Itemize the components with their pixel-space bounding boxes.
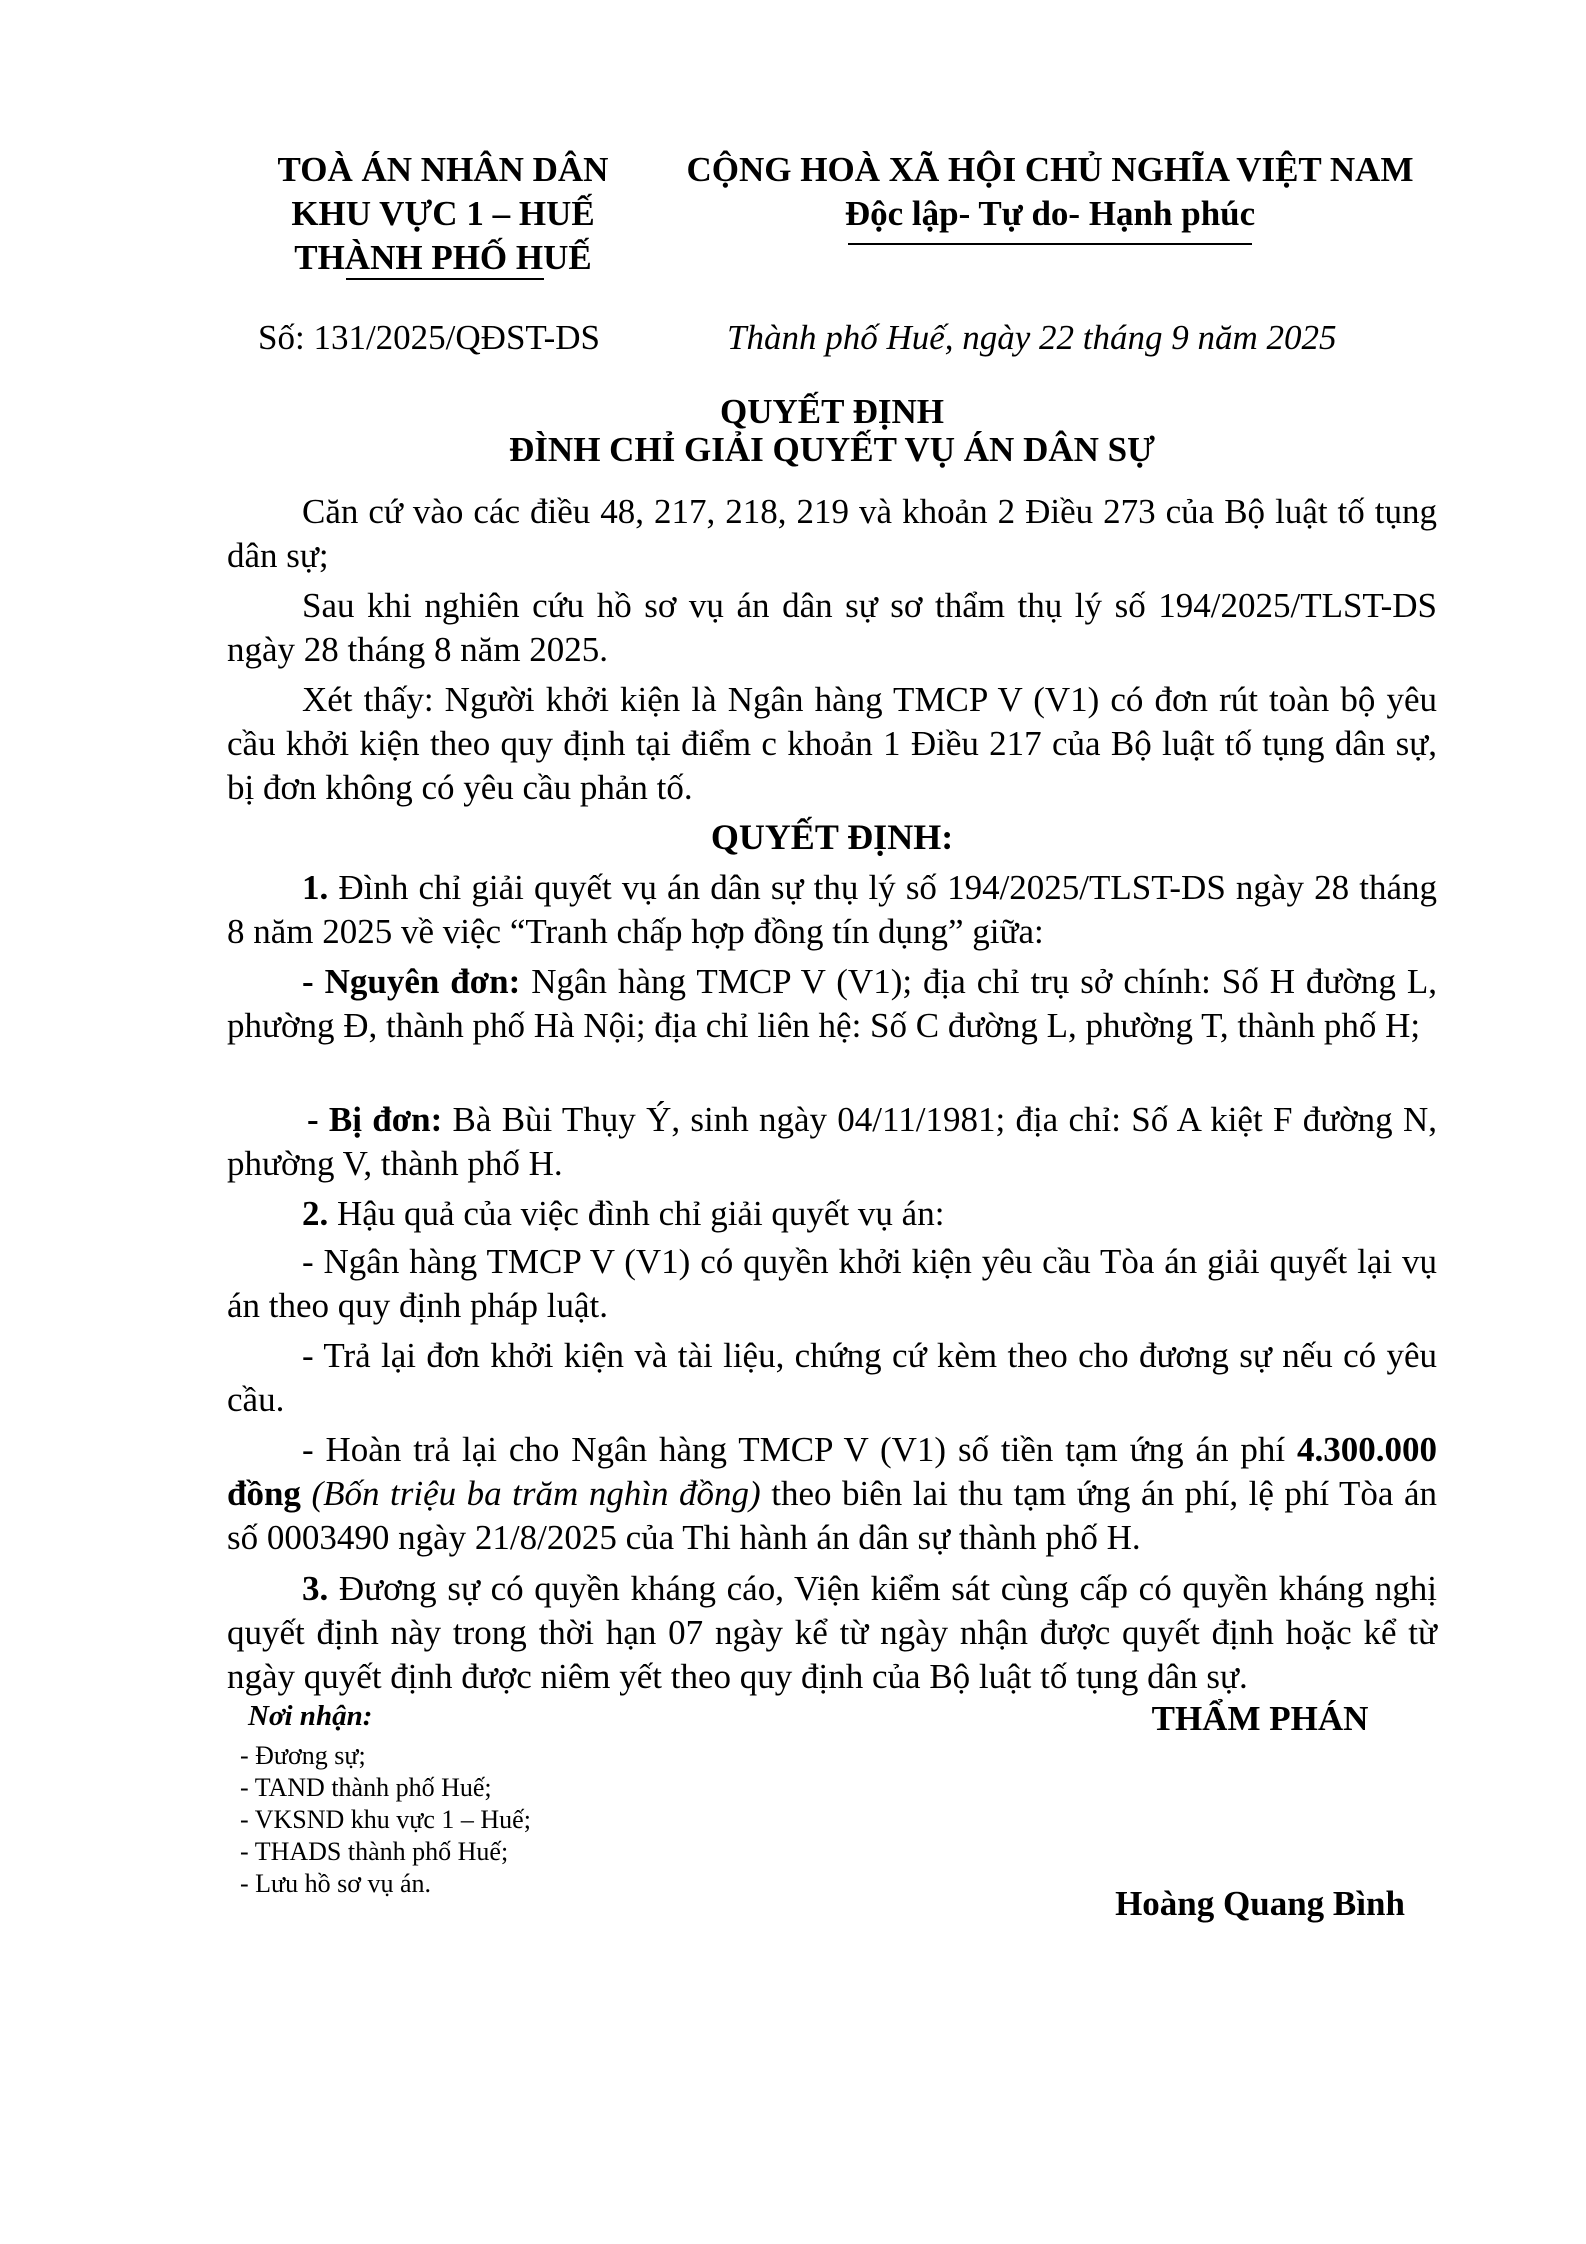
plaintiff-label: - Nguyên đơn: bbox=[302, 962, 521, 1001]
recipient-item: - THADS thành phố Huế; bbox=[240, 1837, 509, 1866]
consequence-1: - Ngân hàng TMCP V (V1) có quyền khởi kiện yêu cầu Tòa án giải quyết lại vụ án theo quy định pháp luật. bbox=[227, 1242, 1437, 1325]
document-number: Số: 131/2025/QĐST-DS bbox=[258, 318, 600, 357]
recipients-heading: Nơi nhận: bbox=[248, 1700, 373, 1732]
refund-amount-words: (Bốn triệu ba trăm nghìn đồng) bbox=[300, 1474, 761, 1513]
refund-text-start: - Hoàn trả lại cho Ngân hàng TMCP V (V1) số tiền tạm ứng án phí bbox=[302, 1430, 1297, 1469]
plaintiff-details: Ngân hàng TMCP V (V1); địa chỉ trụ sở chính: Số H đường L, phường Đ, thành phố Hà Nội; địa chỉ liên hệ: Số C đường L, phường T, thành phố H; bbox=[227, 962, 1437, 1045]
document-subtitle: ĐÌNH CHỈ GIẢI QUYẾT VỤ ÁN DÂN SỰ bbox=[509, 430, 1155, 469]
court-name-underline bbox=[346, 278, 544, 280]
item-1-text: Đình chỉ giải quyết vụ án dân sự thụ lý số 194/2025/TLST-DS ngày 28 tháng 8 năm 2025 về việc “Tranh chấp hợp đồng tín dụng” giữa: bbox=[227, 868, 1437, 951]
defendant-label: - Bị đơn: bbox=[307, 1100, 443, 1139]
findings-paragraph: Xét thấy: Người khởi kiện là Ngân hàng TMCP V (V1) có đơn rút toàn bộ yêu cầu khởi kiện theo quy định tại điểm c khoản 1 Điều 217 của Bộ luật tố tụng dân sự, bị đơn không có yêu cầu phản tố. bbox=[227, 680, 1437, 807]
court-line-2: KHU VỰC 1 – HUẾ bbox=[291, 194, 595, 233]
document-title: QUYẾT ĐỊNH bbox=[720, 392, 944, 431]
recipient-item: - TAND thành phố Huế; bbox=[240, 1773, 492, 1802]
consequence-3 bbox=[227, 1428, 1437, 1560]
case-review-paragraph: Sau khi nghiên cứu hồ sơ vụ án dân sự sơ thẩm thụ lý số 194/2025/TLST-DS ngày 28 tháng 8 năm 2025. bbox=[227, 586, 1437, 669]
defendant-details: Bà Bùi Thụy Ý, sinh ngày 04/11/1981; địa chỉ: Số A kiệt F đường N, phường V, thành phố H. bbox=[227, 1100, 1437, 1183]
item-2-number: 2. bbox=[302, 1194, 329, 1233]
court-line-1: TOÀ ÁN NHÂN DÂN bbox=[277, 150, 609, 189]
item-3-text: Đương sự có quyền kháng cáo, Viện kiểm sát cùng cấp có quyền kháng nghị quyết định này trong thời hạn 07 ngày kể từ ngày nhận được quyết định hoặc kể từ ngày quyết định được niêm yết theo quy định của Bộ luật tố tụng dân sự. bbox=[227, 1569, 1437, 1696]
refund-amount: 4.300.000 đồng bbox=[227, 1430, 1437, 1513]
recipients-list bbox=[240, 1740, 531, 1900]
recipient-item: - VKSND khu vực 1 – Huế; bbox=[240, 1805, 531, 1834]
item-2-text: Hậu quả của việc đình chỉ giải quyết vụ án: bbox=[328, 1194, 945, 1233]
decision-heading: QUYẾT ĐỊNH: bbox=[710, 817, 954, 857]
nation-name: CỘNG HOÀ XÃ HỘI CHỦ NGHĨA VIỆT NAM bbox=[686, 150, 1414, 189]
refund-text-end: theo biên lai thu tạm ứng án phí, lệ phí Tòa án số 0003490 ngày 21/8/2025 của Thi hành án dân sự thành phố H. bbox=[227, 1474, 1437, 1557]
decision-item-1 bbox=[227, 866, 1437, 954]
national-motto-block bbox=[670, 148, 1430, 236]
defendant-paragraph bbox=[227, 1098, 1437, 1186]
place-and-date: Thành phố Huế, ngày 22 tháng 9 năm 2025 bbox=[727, 318, 1337, 357]
motto-underline bbox=[848, 243, 1252, 245]
item-1-number: 1. bbox=[302, 868, 329, 907]
item-3-number: 3. bbox=[302, 1569, 329, 1608]
court-line-3: THÀNH PHỐ HUẾ bbox=[294, 238, 592, 277]
consequence-2: - Trả lại đơn khởi kiện và tài liệu, chứng cứ kèm theo cho đương sự nếu có yêu cầu. bbox=[227, 1336, 1437, 1419]
recipient-item: - Lưu hồ sơ vụ án. bbox=[240, 1869, 432, 1898]
decision-item-3 bbox=[227, 1567, 1437, 1699]
recipient-item: - Đương sự; bbox=[240, 1741, 366, 1770]
judge-name: Hoàng Quang Bình bbox=[1115, 1884, 1405, 1923]
court-name-block bbox=[243, 148, 643, 280]
judge-title: THẨM PHÁN bbox=[1151, 1699, 1369, 1738]
nation-motto: Độc lập- Tự do- Hạnh phúc bbox=[844, 194, 1256, 233]
legal-basis-paragraph: Căn cứ vào các điều 48, 217, 218, 219 và khoản 2 Điều 273 của Bộ luật tố tụng dân sự; bbox=[227, 492, 1437, 575]
plaintiff-paragraph bbox=[227, 960, 1437, 1048]
decision-item-2 bbox=[227, 1192, 1437, 1236]
